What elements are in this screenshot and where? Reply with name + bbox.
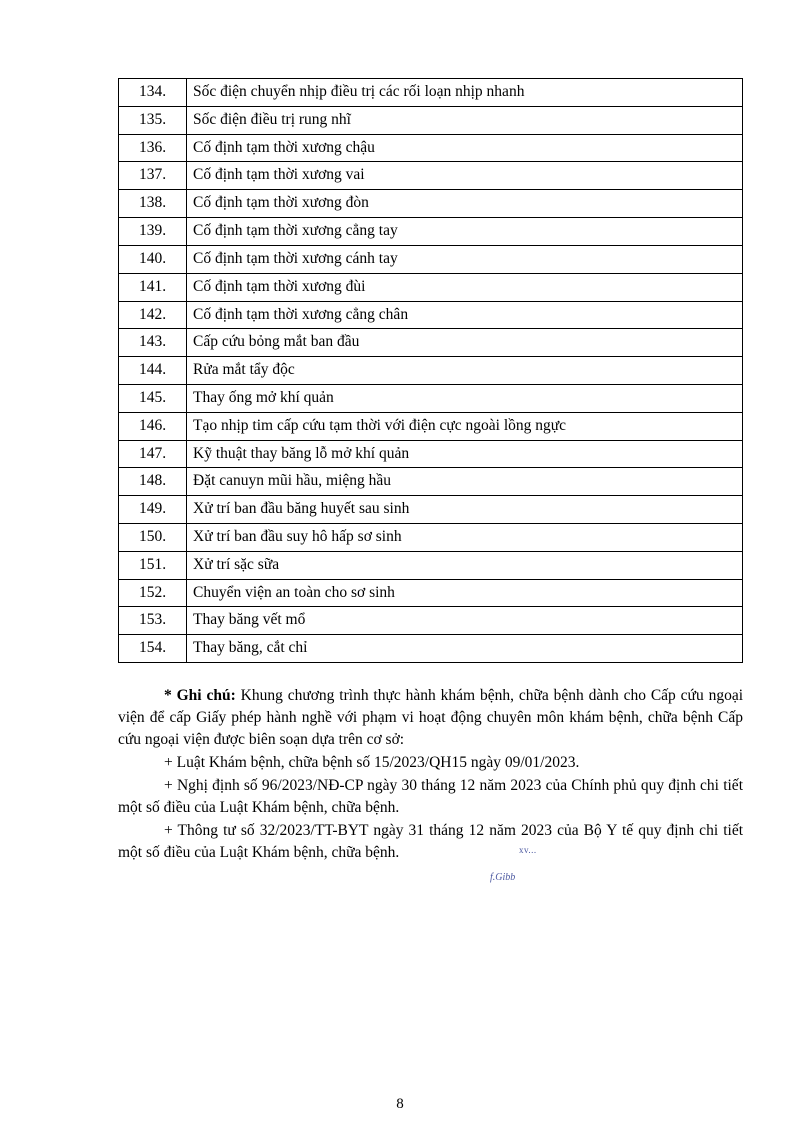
row-name: Xử trí ban đầu suy hô hấp sơ sinh [187, 524, 743, 552]
row-name: Tạo nhịp tim cấp cứu tạm thời với điện cực ngoài lồng ngực [187, 412, 743, 440]
row-number: 150. [119, 524, 187, 552]
table-row [119, 412, 743, 440]
row-number: 139. [119, 218, 187, 246]
row-name: Cố định tạm thời xương vai [187, 162, 743, 190]
row-name: Cấp cứu bỏng mắt ban đầu [187, 329, 743, 357]
row-name: Cố định tạm thời xương đùi [187, 273, 743, 301]
notes-item: + Nghị định số 96/2023/NĐ-CP ngày 30 tháng 12 năm 2023 của Chính phủ quy định chi tiết một số điều của Luật Khám bệnh, chữa bệnh. [118, 777, 743, 817]
row-number: 145. [119, 384, 187, 412]
table-row [119, 190, 743, 218]
row-name: Kỹ thuật thay băng lỗ mở khí quản [187, 440, 743, 468]
row-number: 143. [119, 329, 187, 357]
row-number: 154. [119, 635, 187, 663]
table-row [119, 329, 743, 357]
notes-section [118, 685, 743, 864]
table-row [119, 79, 743, 107]
table-row [119, 551, 743, 579]
row-number: 146. [119, 412, 187, 440]
notes-label: * Ghi chú: [164, 687, 236, 705]
table-row [119, 496, 743, 524]
row-name: Xử trí sặc sữa [187, 551, 743, 579]
table-row [119, 607, 743, 635]
row-number: 152. [119, 579, 187, 607]
table-row [119, 106, 743, 134]
table-row [119, 218, 743, 246]
notes-intro-text: Khung chương trình thực hành khám bệnh, chữa bệnh dành cho Cấp cứu ngoại viện để cấp Giấy phép hành nghề với phạm vi hoạt động chuyên môn khám bệnh, chữa bệnh Cấp cứu ngoại viện được biên soạn dựa trên cơ sở: [118, 687, 744, 749]
row-number: 142. [119, 301, 187, 329]
row-name: Sốc điện điều trị rung nhĩ [187, 106, 743, 134]
row-name: Cố định tạm thời xương cánh tay [187, 245, 743, 273]
table-row [119, 524, 743, 552]
table-row [119, 440, 743, 468]
row-name: Cố định tạm thời xương đòn [187, 190, 743, 218]
row-number: 134. [119, 79, 187, 107]
row-number: 141. [119, 273, 187, 301]
row-number: 140. [119, 245, 187, 273]
row-number: 136. [119, 134, 187, 162]
row-name: Thay băng vết mổ [187, 607, 743, 635]
table-row [119, 245, 743, 273]
row-name: Xử trí ban đầu băng huyết sau sinh [187, 496, 743, 524]
notes-intro-paragraph [118, 685, 743, 751]
table-row [119, 134, 743, 162]
row-name: Chuyển viện an toàn cho sơ sinh [187, 579, 743, 607]
row-name: Thay băng, cắt chỉ [187, 635, 743, 663]
row-number: 138. [119, 190, 187, 218]
table-row [119, 273, 743, 301]
row-name: Cố định tạm thời xương cẳng tay [187, 218, 743, 246]
table-row [119, 635, 743, 663]
table-row [119, 162, 743, 190]
row-number: 147. [119, 440, 187, 468]
row-number: 153. [119, 607, 187, 635]
row-name: Cố định tạm thời xương chậu [187, 134, 743, 162]
row-number: 135. [119, 106, 187, 134]
row-name: Thay ống mở khí quản [187, 384, 743, 412]
row-name: Sốc điện chuyển nhịp điều trị các rối loạn nhịp nhanh [187, 79, 743, 107]
page-number: 8 [396, 1096, 404, 1112]
row-name: Rửa mắt tẩy độc [187, 357, 743, 385]
table-row [119, 468, 743, 496]
procedures-table [118, 78, 743, 663]
page-content [118, 78, 743, 865]
row-number: 149. [119, 496, 187, 524]
row-number: 151. [119, 551, 187, 579]
handwritten-mark-one: xv... [519, 845, 537, 855]
row-name: Cố định tạm thời xương cẳng chân [187, 301, 743, 329]
table-row [119, 384, 743, 412]
row-number: 144. [119, 357, 187, 385]
row-number: 148. [119, 468, 187, 496]
row-number: 137. [119, 162, 187, 190]
row-name: Đặt canuyn mũi hầu, miệng hầu [187, 468, 743, 496]
notes-item: + Thông tư số 32/2023/TT-BYT ngày 31 tháng 12 năm 2023 của Bộ Y tế quy định chi tiết một số điều của Luật Khám bệnh, chữa bệnh. [118, 822, 743, 862]
table-row [119, 301, 743, 329]
table-row [119, 579, 743, 607]
table-row [119, 357, 743, 385]
handwritten-mark-two: f.Gibb [490, 872, 516, 883]
notes-item: + Luật Khám bệnh, chữa bệnh số 15/2023/QH15 ngày 09/01/2023. [164, 754, 580, 772]
table-body [119, 79, 743, 663]
